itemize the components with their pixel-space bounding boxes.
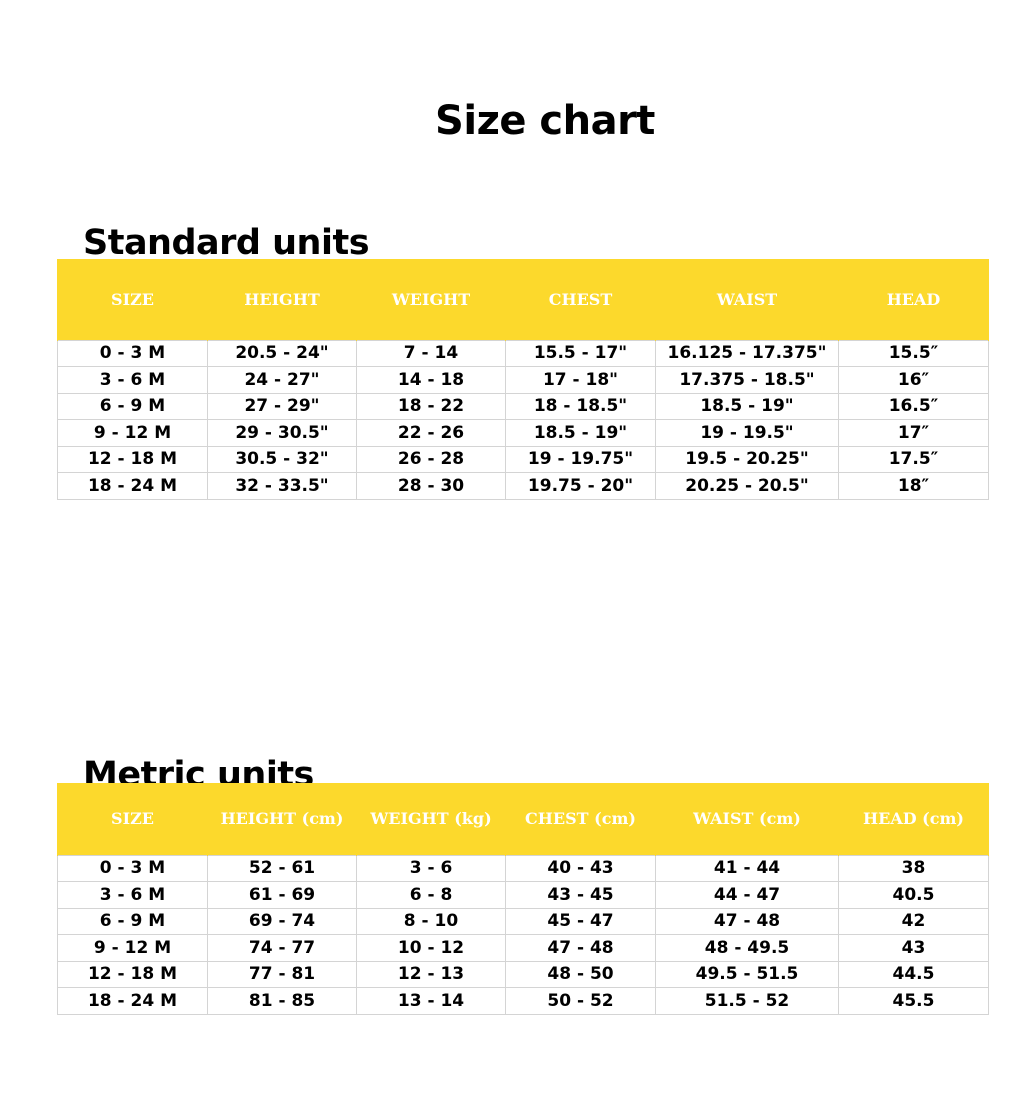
- table-cell: 6 - 8: [357, 882, 506, 909]
- table-cell: 9 - 12 M: [58, 420, 208, 447]
- table-cell: 18.5 - 19": [656, 393, 839, 420]
- page-title-text: Size chart: [435, 97, 655, 144]
- page-title: [0, 95, 1024, 147]
- table-cell: 38: [839, 855, 989, 882]
- table-row: [58, 340, 989, 367]
- table-cell: 8 - 10: [357, 908, 506, 935]
- table-cell: 74 - 77: [208, 935, 357, 962]
- table-cell: 40.5: [839, 882, 989, 909]
- table-row: [58, 855, 989, 882]
- column-header: WAIST (cm): [656, 783, 839, 855]
- table-cell: 20.25 - 20.5": [656, 473, 839, 500]
- table-cell: 16.125 - 17.375": [656, 340, 839, 367]
- table-cell: 42: [839, 908, 989, 935]
- table-cell: 12 - 18 M: [58, 961, 208, 988]
- table-cell: 18 - 24 M: [58, 988, 208, 1015]
- column-header: SIZE: [58, 783, 208, 855]
- table-cell: 77 - 81: [208, 961, 357, 988]
- table-cell: 19 - 19.75": [506, 446, 656, 473]
- table-cell: 0 - 3 M: [58, 855, 208, 882]
- standard-size-table: [57, 259, 989, 500]
- table-cell: 10 - 12: [357, 935, 506, 962]
- table-row: [58, 935, 989, 962]
- table-cell: 6 - 9 M: [58, 908, 208, 935]
- table-cell: 49.5 - 51.5: [656, 961, 839, 988]
- metric-size-table: [57, 783, 989, 1015]
- table-cell: 3 - 6 M: [58, 367, 208, 394]
- table-header-row: [58, 783, 989, 855]
- table-cell: 15.5 - 17": [506, 340, 656, 367]
- column-header: HEAD: [839, 259, 989, 340]
- table-cell: 13 - 14: [357, 988, 506, 1015]
- table-cell: 32 - 33.5": [208, 473, 357, 500]
- table-row: [58, 882, 989, 909]
- table-cell: 3 - 6 M: [58, 882, 208, 909]
- table-cell: 44.5: [839, 961, 989, 988]
- table-cell: 45 - 47: [506, 908, 656, 935]
- table-cell: 81 - 85: [208, 988, 357, 1015]
- table-cell: 16″: [839, 367, 989, 394]
- column-header: HEIGHT: [208, 259, 357, 340]
- table-cell: 48 - 49.5: [656, 935, 839, 962]
- table-cell: 52 - 61: [208, 855, 357, 882]
- table-cell: 47 - 48: [506, 935, 656, 962]
- table-cell: 17″: [839, 420, 989, 447]
- table-cell: 41 - 44: [656, 855, 839, 882]
- column-header: WAIST: [656, 259, 839, 340]
- column-header: CHEST: [506, 259, 656, 340]
- table-cell: 18″: [839, 473, 989, 500]
- table-cell: 28 - 30: [357, 473, 506, 500]
- table-row: [58, 988, 989, 1015]
- table-cell: 18 - 22: [357, 393, 506, 420]
- table-cell: 69 - 74: [208, 908, 357, 935]
- table-cell: 17 - 18": [506, 367, 656, 394]
- table-cell: 12 - 18 M: [58, 446, 208, 473]
- table-cell: 14 - 18: [357, 367, 506, 394]
- table-cell: 18.5 - 19": [506, 420, 656, 447]
- table-cell: 9 - 12 M: [58, 935, 208, 962]
- table-cell: 30.5 - 32": [208, 446, 357, 473]
- table-cell: 24 - 27": [208, 367, 357, 394]
- table-cell: 18 - 24 M: [58, 473, 208, 500]
- table-cell: 19.75 - 20": [506, 473, 656, 500]
- table-cell: 44 - 47: [656, 882, 839, 909]
- standard-units-heading: Standard units: [83, 223, 370, 264]
- table-cell: 0 - 3 M: [58, 340, 208, 367]
- table-cell: 15.5″: [839, 340, 989, 367]
- column-header: WEIGHT: [357, 259, 506, 340]
- table-cell: 43 - 45: [506, 882, 656, 909]
- column-header: CHEST (cm): [506, 783, 656, 855]
- table-cell: 47 - 48: [656, 908, 839, 935]
- column-header: WEIGHT (kg): [357, 783, 506, 855]
- table-cell: 45.5: [839, 988, 989, 1015]
- table-row: [58, 446, 989, 473]
- column-header: SIZE: [58, 259, 208, 340]
- table-cell: 40 - 43: [506, 855, 656, 882]
- table-row: [58, 473, 989, 500]
- table-cell: 12 - 13: [357, 961, 506, 988]
- table-cell: 26 - 28: [357, 446, 506, 473]
- table-row: [58, 420, 989, 447]
- column-header: HEAD (cm): [839, 783, 989, 855]
- metric-units-heading: Metric units: [83, 755, 314, 796]
- table-cell: 3 - 6: [357, 855, 506, 882]
- table-cell: 19.5 - 20.25": [656, 446, 839, 473]
- table-row: [58, 393, 989, 420]
- table-cell: 22 - 26: [357, 420, 506, 447]
- table-cell: 16.5″: [839, 393, 989, 420]
- table-cell: 19 - 19.5": [656, 420, 839, 447]
- table-cell: 48 - 50: [506, 961, 656, 988]
- table-cell: 43: [839, 935, 989, 962]
- table-cell: 17.375 - 18.5": [656, 367, 839, 394]
- table-cell: 61 - 69: [208, 882, 357, 909]
- table-cell: 6 - 9 M: [58, 393, 208, 420]
- table-cell: 51.5 - 52: [656, 988, 839, 1015]
- table-row: [58, 961, 989, 988]
- table-cell: 17.5″: [839, 446, 989, 473]
- table-row: [58, 367, 989, 394]
- table-cell: 50 - 52: [506, 988, 656, 1015]
- column-header: HEIGHT (cm): [208, 783, 357, 855]
- table-cell: 20.5 - 24": [208, 340, 357, 367]
- table-row: [58, 908, 989, 935]
- table-cell: 27 - 29": [208, 393, 357, 420]
- table-header-row: [58, 259, 989, 340]
- table-cell: 7 - 14: [357, 340, 506, 367]
- table-cell: 18 - 18.5": [506, 393, 656, 420]
- table-cell: 29 - 30.5": [208, 420, 357, 447]
